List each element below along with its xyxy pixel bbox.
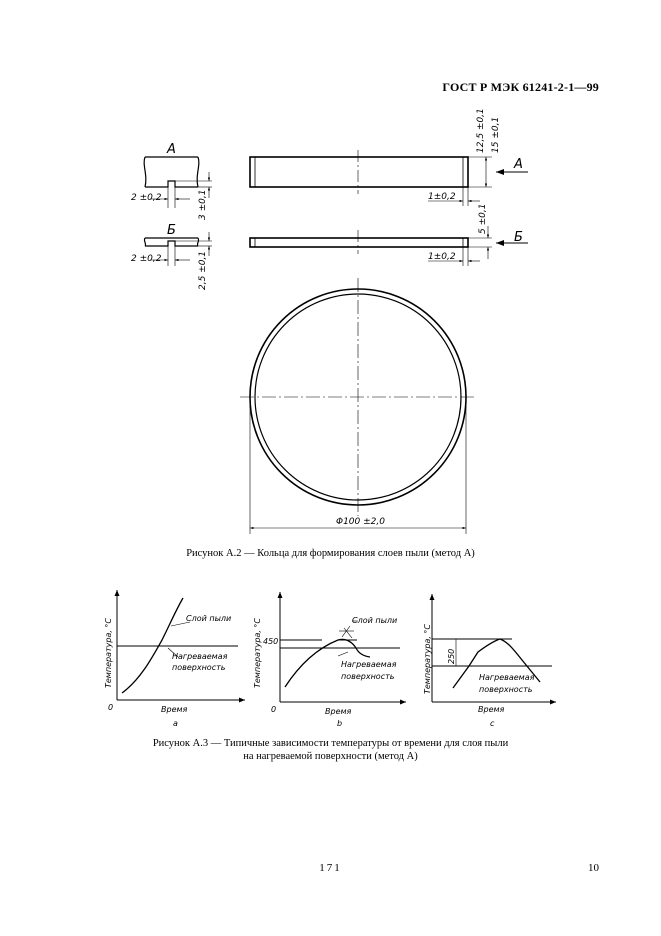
dim-h-outer: 15 ±0,1 [491,116,501,153]
arrow-a-label: А [514,157,523,172]
graph-a-surface-1: Нагреваемая [172,652,228,661]
view-a-label: А [167,142,176,157]
dim-height-b: 2,5 ±0,1 [198,250,208,290]
figure-a3-caption-line2: на нагреваемой поверхности (метод А) [243,751,418,762]
graph-c-tick: 250 [447,648,456,664]
arrow-b-label: Б [514,230,523,245]
graph-a-origin: 0 [108,703,114,712]
graph-b-ylabel: Температура, °С [253,617,262,688]
graph-c-surface-2: поверхность [479,685,533,694]
graph-b-surface-2: поверхность [341,672,395,681]
dim-gap-a: 2 ±0,2 [131,193,162,203]
graph-b-layer: Слой пыли [352,616,398,625]
dim-height-a: 3 ±0,1 [198,189,208,220]
figure-a2-caption: Рисунок А.2 — Кольца для формирования слоев пыли (метод А) [186,548,475,559]
graph-c-label: c [490,719,495,728]
graph-a-ylabel: Температура, °С [104,617,113,688]
graph-c-ylabel: Температура, °С [423,623,432,694]
view-b-label: Б [167,223,176,238]
graph-a-surface-2: поверхность [172,663,226,672]
graph-a-label: a [173,719,178,728]
graph-b [280,592,406,702]
graph-a-layer: Слой пыли [186,614,232,623]
page-number-center: 171 [319,862,342,874]
dim-diameter: Φ100 ±2,0 [336,517,385,527]
graph-c-xlabel: Время [478,705,505,714]
graph-c-surface-1: Нагреваемая [479,673,535,682]
dim-gap-b: 2 ±0,2 [131,254,162,264]
document-code-header: ГОСТ Р МЭК 61241-2-1—99 [442,80,599,94]
page-number-right: 10 [588,862,599,874]
dim-wall-b: 1±0,2 [428,252,456,262]
graph-b-origin: 0 [271,705,277,714]
graph-b-xlabel: Время [325,707,352,716]
dim-h-inner: 12,5 ±0,1 [476,108,486,153]
dim-wall-a: 1±0,2 [428,192,456,202]
graph-b-surface-1: Нагреваемая [341,660,397,669]
graph-b-label: b [337,719,343,728]
dim-h-ring-b: 5 ±0,1 [478,203,488,234]
figure-a3-caption-line1: Рисунок А.3 — Типичные зависимости температуры от времени для слоя пыли [152,738,509,749]
graph-b-tick: 450 [263,637,279,646]
graph-a [117,590,245,700]
graph-a-xlabel: Время [161,705,188,714]
